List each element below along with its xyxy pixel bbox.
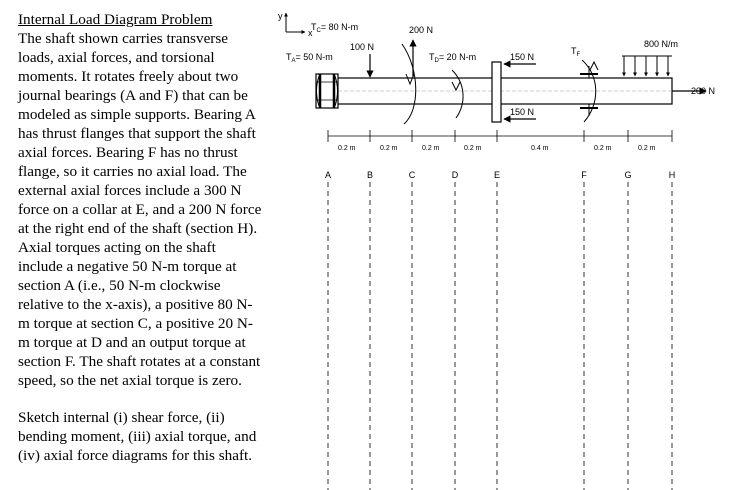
dimension-label: 0.2 m — [338, 145, 356, 152]
torque-c-subscript: C — [316, 28, 321, 34]
force-e-top — [504, 52, 536, 64]
force-e-bottom — [504, 107, 536, 119]
torque-d-symbol: T — [429, 52, 435, 62]
torque-c — [311, 22, 416, 124]
dimension-label: 0.2 m — [422, 145, 440, 152]
force-e-top-label: 150 N — [510, 52, 535, 62]
axial-force-h-label: 200 N — [691, 86, 716, 96]
description-line: The shaft shown carries transverse — [18, 30, 229, 47]
force-c-label: 200 N — [409, 25, 434, 35]
description-line: modeled as simple supports. Bearing A — [18, 106, 256, 123]
description-line: external axial forces include a 300 N — [18, 182, 242, 199]
y-axis-label: y — [278, 11, 283, 21]
section-label-b: B — [366, 170, 374, 180]
task-line: bending moment, (iii) axial torque, and — [18, 428, 257, 445]
description-line: include a negative 50 N-m torque at — [18, 258, 237, 275]
torque-a — [286, 52, 333, 64]
section-label-c: C — [408, 170, 416, 180]
description-line: at the right end of the shaft (section H). — [18, 220, 258, 237]
svg-text:TA= 50 N-m — [286, 52, 333, 64]
torque-f-symbol: T — [571, 46, 577, 56]
distributed-load-label: 800 N/m — [644, 39, 679, 49]
dimension-label: 0.4 m — [531, 145, 549, 152]
description-line: section F. The shaft rotates at a constant — [18, 353, 261, 370]
description-line: journal bearings (A and F) that can be — [18, 87, 248, 104]
bearing-a — [316, 74, 338, 108]
svg-text:TD= 20 N-m — [429, 52, 476, 64]
torque-d-subscript: D — [434, 58, 439, 64]
description-line: force on a collar at E, and a 200 N force — [18, 201, 262, 218]
coordinate-axes — [278, 11, 313, 38]
torque-c-value: = 80 N-m — [320, 22, 359, 32]
description-line: loads, axial forces, and torsional — [18, 49, 215, 66]
description-line: axial forces. Bearing F has no thrust — [18, 144, 238, 161]
description-line: flange, so it carries no axial load. The — [18, 163, 247, 180]
description-line: section A (i.e., 50 N-m clockwise — [18, 277, 221, 294]
section-label-a: A — [324, 170, 332, 180]
torque-d-value: = 20 N-m — [438, 52, 477, 62]
torque-f-subscript: F — [576, 52, 581, 58]
section-label-e: E — [493, 170, 501, 180]
torque-c-symbol: T — [311, 22, 317, 32]
description-line: Axial torques acting on the shaft — [18, 239, 216, 256]
task-line: Sketch internal (i) shear force, (ii) — [18, 409, 225, 426]
svg-text:TF — [571, 46, 581, 58]
section-label-h: H — [668, 170, 676, 180]
description-line: m torque at section C, a positive 20 N- — [18, 315, 253, 332]
description-line: has thrust flanges that support the shaft — [18, 125, 256, 142]
section-label-f: F — [581, 170, 587, 180]
dimension-label: 0.2 m — [380, 145, 398, 152]
force-b-label: 100 N — [350, 42, 375, 52]
description-line: moments. It rotates freely about two — [18, 68, 239, 85]
collar-e — [492, 62, 501, 122]
section-label-g: G — [624, 170, 632, 180]
x-axis-label: x — [308, 28, 313, 38]
axial-force-h — [672, 86, 715, 96]
torque-a-subscript: A — [291, 58, 296, 64]
section-labels — [325, 170, 675, 180]
distributed-load — [622, 39, 678, 76]
section-lines — [328, 182, 672, 490]
task-line: (iv) axial force diagrams for this shaft. — [18, 447, 253, 464]
description-line: relative to the x-axis), a positive 80 N- — [18, 296, 253, 313]
dimension-lines — [328, 130, 672, 152]
torque-a-symbol: T — [286, 52, 292, 62]
problem-title: Internal Load Diagram Problem — [18, 11, 213, 28]
description-line: m torque at D and an output torque at — [18, 334, 246, 351]
force-e-bottom-label: 150 N — [510, 107, 535, 117]
dimension-label: 0.2 m — [638, 145, 656, 152]
description-line: speed, so the net axial torque is zero. — [18, 372, 242, 389]
dimension-label: 0.2 m — [464, 145, 482, 152]
dimension-label: 0.2 m — [594, 145, 612, 152]
force-b — [350, 42, 374, 77]
force-c — [409, 25, 433, 77]
torque-a-value: = 50 N-m — [295, 52, 333, 62]
svg-text:TC= 80 N-m — [311, 22, 358, 34]
section-label-d: D — [451, 170, 459, 180]
